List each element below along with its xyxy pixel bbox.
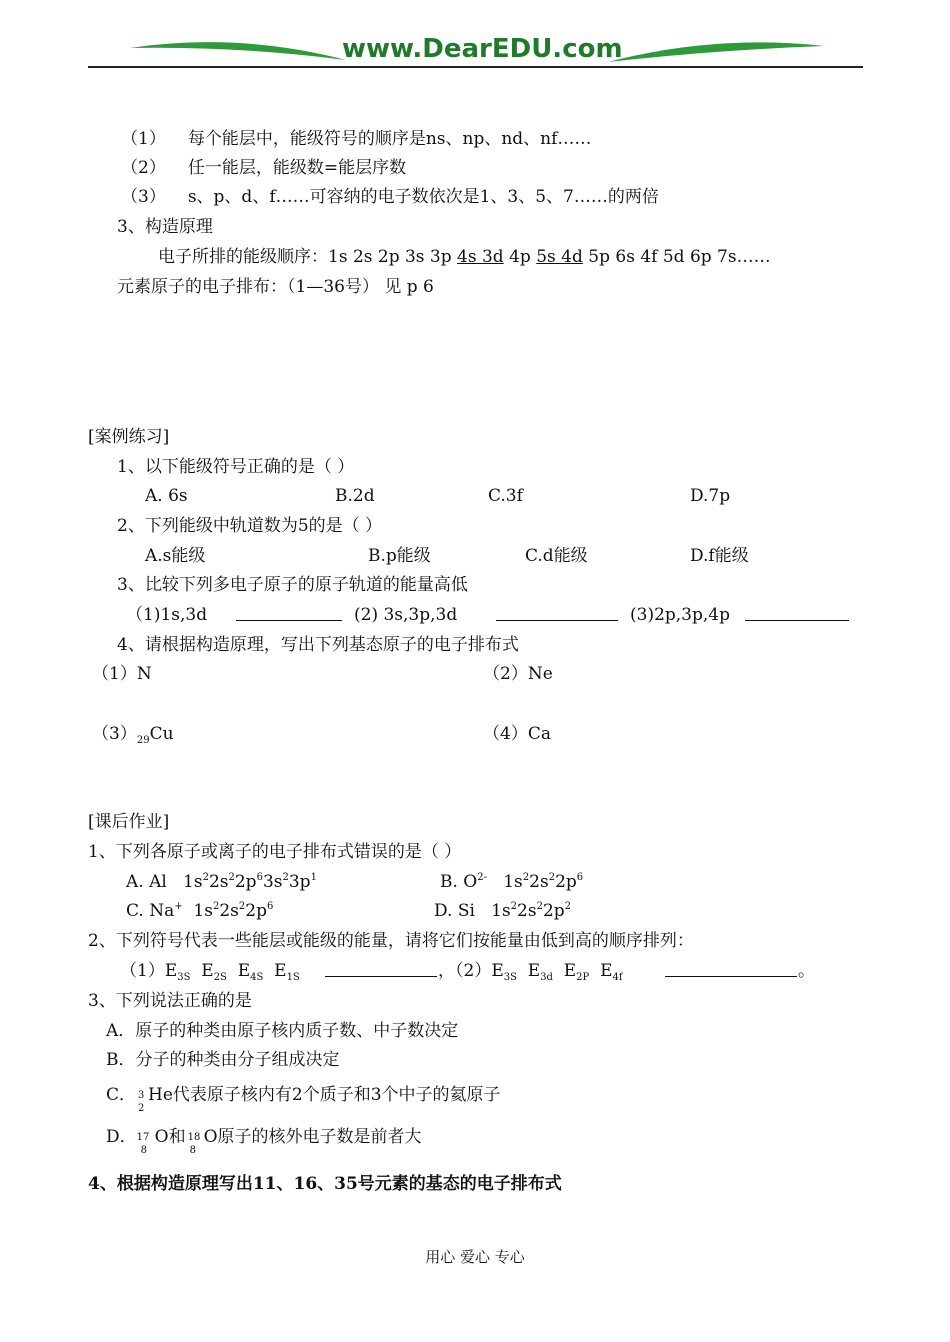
homework-q4: 4、根据构造原理写出11、16、35号元素的基态的电子排布式 [88,1174,562,1194]
hw-q1-option-b: B. $O^{2-}$ $1s^22s^22p^6$ [440,872,584,892]
practice-q2: 2、下列能级中轨道数为5的是（ ） [117,516,383,536]
homework-q3: 3、下列说法正确的是 [88,991,252,1011]
q1-option-b: B.2d [335,486,375,506]
practice-q3: 3、比较下列多电子原子的原子轨道的能量高低 [117,575,468,595]
q1-option-d: D.7p [690,486,731,506]
hw-q2-part-1: $(1)E_{3S}$ $E_{2S}$ $E_{4S}$ $E_{1S}$ [120,961,300,983]
hw-q2-period: 。 [798,961,815,981]
theory-item-1: （1） 每个能层中，能级符号的顺序是ns、np、nd、nf…… [121,129,592,149]
q2-option-d: D.f能级 [690,546,749,566]
q4-item-ca: （4）Ca [483,724,551,744]
practice-q4: 4、请根据构造原理，写出下列基态原子的电子排布式 [117,635,519,655]
hw-q3-option-b: B．分子的种类由分子组成决定 [106,1050,340,1070]
hw-q1-option-c: C. Na+ $1s^22s^22p^6$ [126,901,274,921]
hw-q3-option-c: C． 3 2 He代表原子核内有2个质子和3个中子的氦原子 [106,1085,501,1114]
q4-item-n: （1）N [92,664,152,684]
homework-q2: 2、下列符号代表一些能层或能级的能量，请将它们按能量由低到高的顺序排列： [88,931,694,951]
header-rule [88,66,863,68]
header-leaf-left [128,38,348,68]
q2-option-a: A.s能级 [145,546,206,566]
q3-answer-blank-3[interactable] [745,604,849,621]
energy-level-order: 电子所排的能级顺序：1s 2s 2p 3s 3p 4s 3d 4p 5s 4d 5p 6s 4f 5d 6p 7s…… [158,247,771,267]
q4-item-ne: （2）Ne [483,664,553,684]
q3-part-2: (2) 3s,3p,3d [354,605,458,625]
hw-q1-option-d: D. Si $1s^22s^22p^2$ [434,901,572,921]
q2-option-c: C.d能级 [525,546,588,566]
hw-q2-answer-blank-2[interactable] [665,960,797,977]
hw-q3-option-a: A．原子的种类由原子核内质子数、中子数决定 [106,1021,459,1041]
hw-q1-option-a: A. Al $1s^22s^22p^63s^23p^1$ [126,872,317,892]
homework-title: [课后作业] [88,812,170,832]
theory-item-3: （3） s、p、d、f……可容纳的电子数依次是1、3、5、7……的两倍 [121,187,659,207]
practice-title: [案例练习] [88,427,170,447]
practice-q1: 1、以下能级符号正确的是（ ） [117,457,355,477]
hw-q2-part-2: ，$(2)E_{3S}$ $E_{3d}$ $E_{2P}$ $E_{4f}$ [438,961,623,983]
hw-q3-option-d: D． 17 8 O和 18 8 O原子的核外电子数是前者大 [106,1127,422,1156]
q4-item-cu: $(3)_{29}Cu$ [92,724,174,746]
q3-answer-blank-2[interactable] [496,604,618,621]
q3-part-3: (3)2p,3p,4p [630,605,730,625]
homework-q1: 1、下列各原子或离子的电子排布式错误的是（ ） [88,842,462,862]
config-reference: 元素原子的电子排布：（1—36号） 见 p 6 [117,277,434,297]
page-footer: 用心 爱心 专心 [425,1248,525,1266]
heading-construction-principle: 3、构造原理 [117,217,213,237]
theory-item-2: （2） 任一能层，能级数=能层序数 [121,158,407,178]
q1-option-c: C.3f [488,486,523,506]
site-logo: www.DearEDU.com [342,34,623,64]
q3-answer-blank-1[interactable] [236,604,342,621]
q1-option-a: A. 6s [145,486,188,506]
q2-option-b: B.p能级 [368,546,431,566]
q3-part-1: （1)1s,3d [126,605,208,625]
hw-q2-answer-blank-1[interactable] [325,960,437,977]
